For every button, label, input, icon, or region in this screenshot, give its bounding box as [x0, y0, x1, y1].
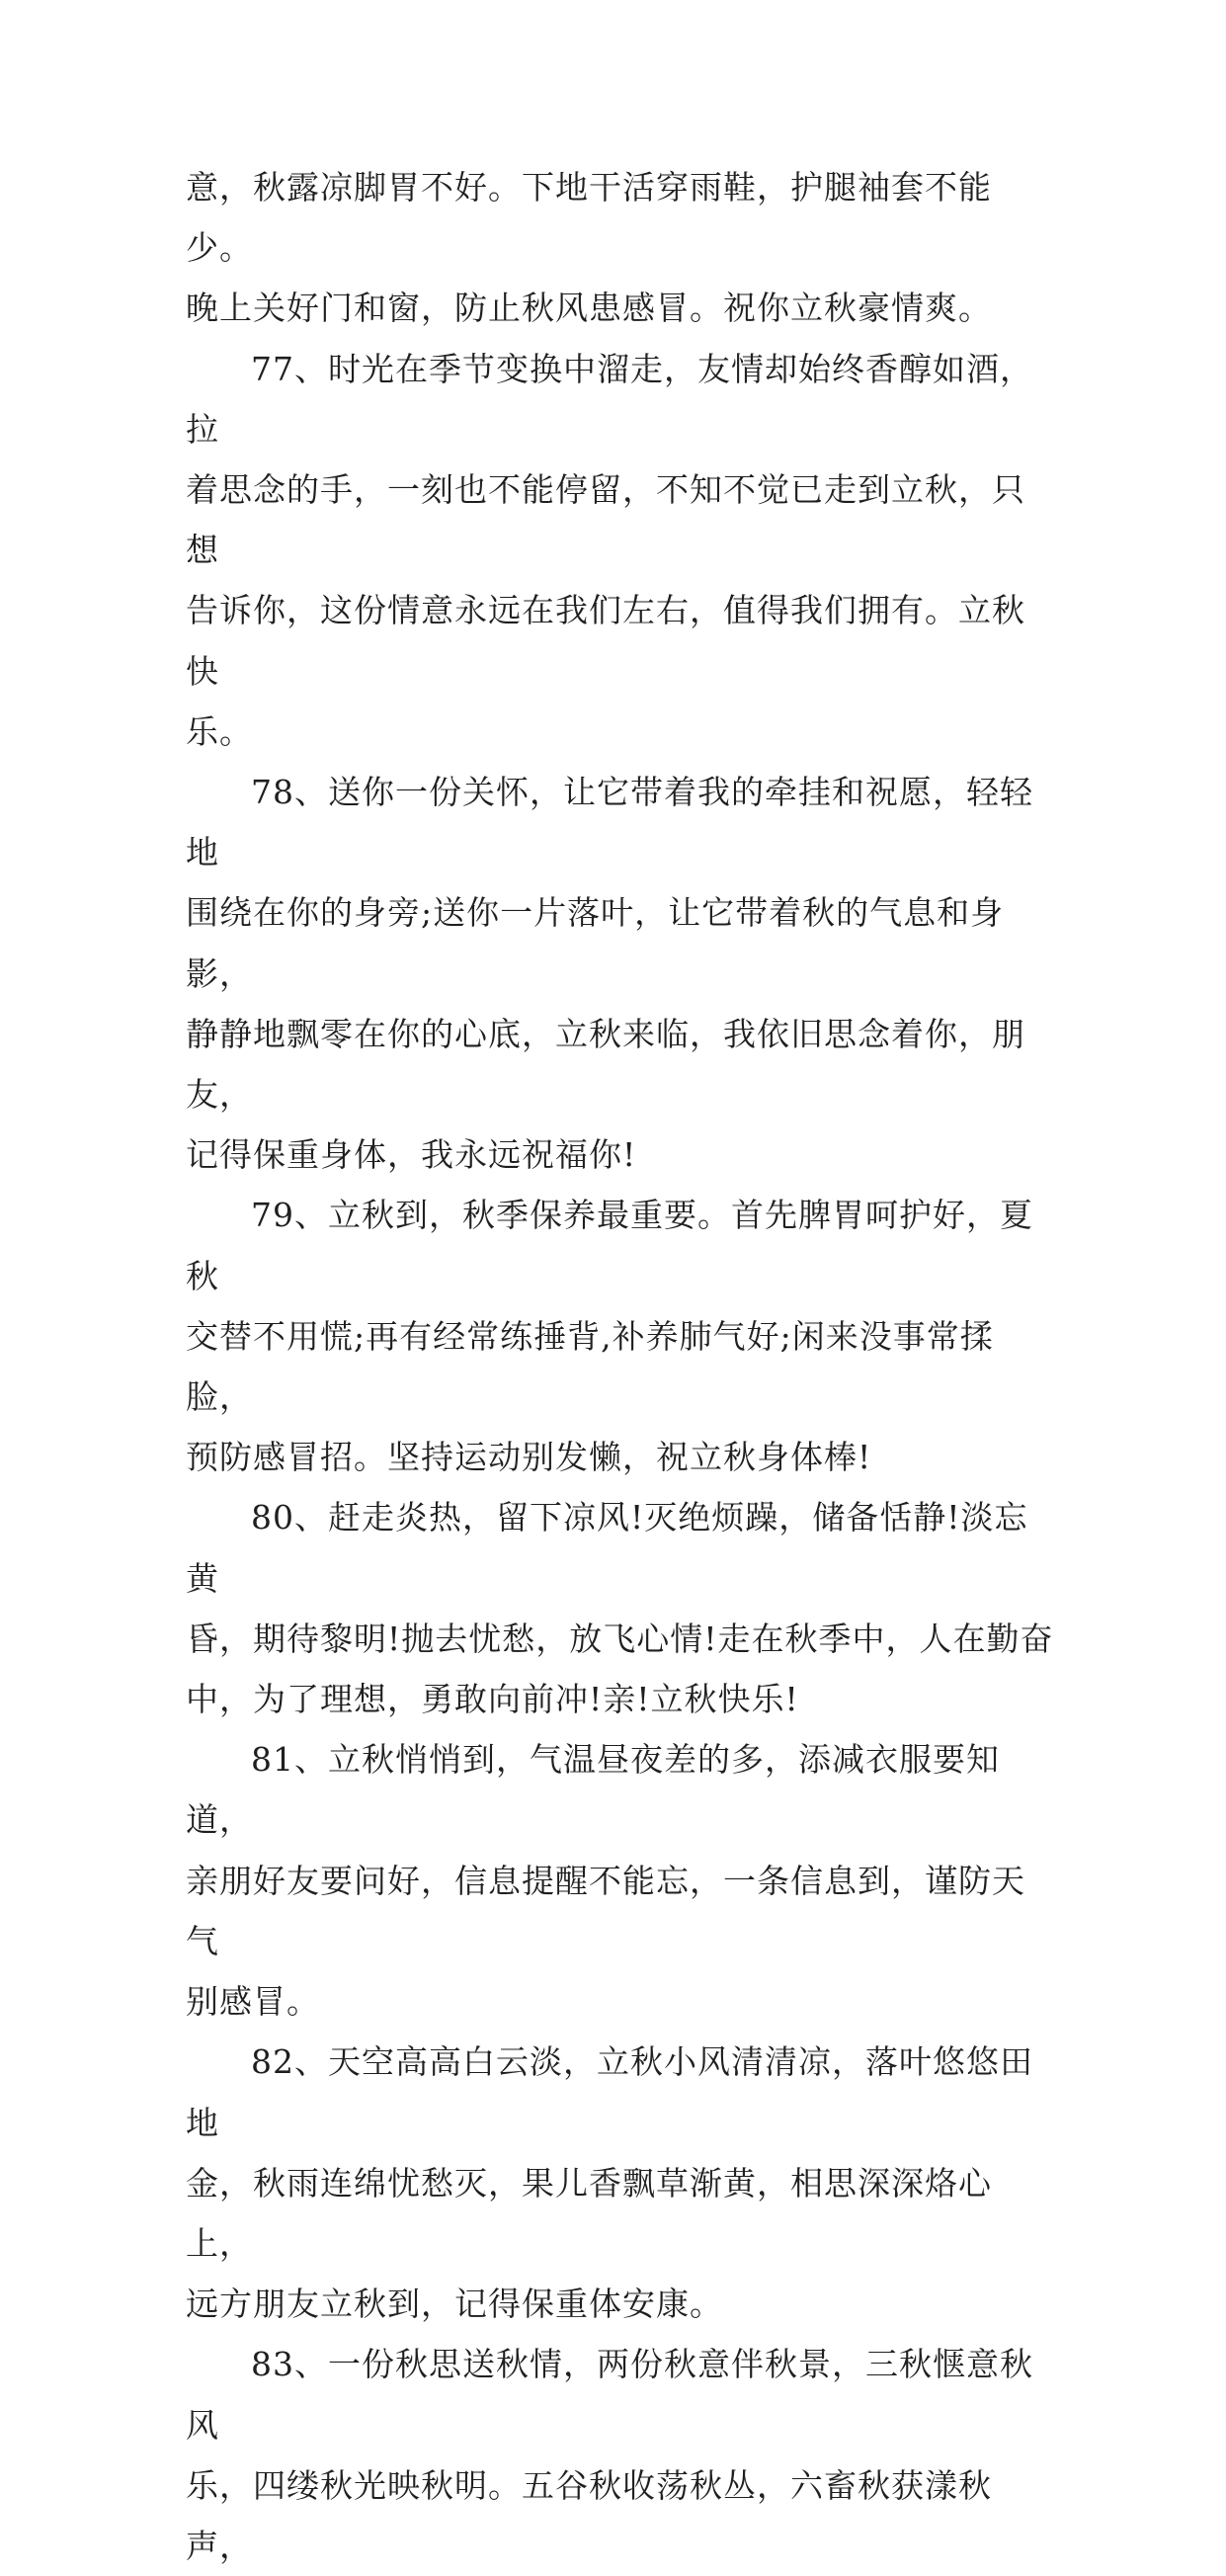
paragraph-item-82: 82、天空高高白云淡，立秋小风清清凉，落叶悠悠田地 金，秋雨连绵忧愁灭，果儿香飘草渐黄，相思深深烙心上， 远方朋友立秋到，记得保重体安康。	[186, 2042, 1033, 2324]
paragraph-item-83: 83、一份秋思送秋情，两份秋意伴秋景，三秋惬意秋风 乐，四缕秋光映秋明。五谷秋收荡秋丛，六畜秋获漾秋声，	[186, 2345, 1033, 2565]
paragraph-item-80: 80、赶走炎热，留下凉风!灭绝烦躁，储备恬静!淡忘黄 昏，期待黎明!抛去忧愁，放飞心情!走在秋季中，人在勤奋 中，为了理想，勇敢向前冲!亲!立秋快乐!	[186, 1498, 1054, 1719]
paragraph-item-81: 81、立秋悄悄到，气温昼夜差的多，添减衣服要知道， 亲朋好友要问好，信息提醒不能忘，一条信息到，谨防天气 别感冒。	[186, 1740, 1025, 2022]
body-text	[186, 157, 1055, 2576]
paragraph-item-79: 79、立秋到，秋季保养最重要。首先脾胃呵护好，夏秋 交替不用慌;再有经常练捶背,补养肺气好;闲来没事常揉脸， 预防感冒招。坚持运动别发懒，祝立秋身体棒!	[186, 1196, 1033, 1477]
paragraph-item-77: 77、时光在季节变换中溜走，友情却始终香醇如酒，拉 着思念的手，一刻也不能停留，不知不觉已走到立秋，只想 告诉你，这份情意永远在我们左右，值得我们拥有。立秋快 乐。	[186, 349, 1033, 751]
paragraph-item-78: 78、送你一份关怀，让它带着我的牵挂和祝愿，轻轻地 围绕在你的身旁;送你一片落叶，让它带着秋的气息和身影， 静静地飘零在你的心底，立秋来临，我依旧思念着你，朋友， 记得保重身体，我永远祝福你!	[186, 773, 1033, 1175]
paragraph-continuation: 意，秋露凉脚胃不好。下地干活穿雨鞋，护腿袖套不能少。 晚上关好门和窗，防止秋风患感冒。祝你立秋豪情爽。	[186, 168, 992, 328]
